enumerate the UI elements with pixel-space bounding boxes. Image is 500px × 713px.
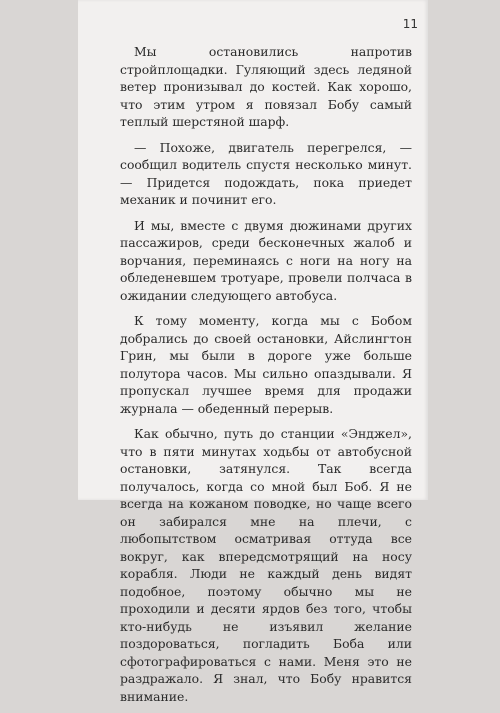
page-number: 11	[402, 17, 418, 31]
paragraph-1: Мы остановились напротив стройплощадки. Гуляющий здесь ледяной ветер пронизывал до костей. Как хорошо, что этим утром я повязал Бобу самый теплый шерстяной шарф.	[120, 44, 412, 129]
book-page	[78, 0, 428, 704]
body-text	[120, 43, 412, 713]
paragraph-2: — Похоже, двигатель перегрелся, — сообщил водитель спустя несколько минут. — Придется подождать, пока приедет механик и починит его.	[120, 139, 412, 207]
paragraph-5: Как обычно, путь до станции «Энджел», что в пяти минутах ходьбы от автобусной остановки, затянулся. Так всегда получалось, когда со мной был Боб. Я не всегда на кожаном поводке, но чаще всего он забирался мне на плечи, с любопытством осматривая оттуда все вокруг, как впередсмотрящий на носу корабля. Люди не каждый день видят подобное, поэтому обычно мы не проходили и десяти ярдов без того, чтобы кто-нибудь не изъявил желание поздороваться, погладить Боба или сфотографироваться с нами. Меня это не раздражало. Я знал, что Бобу нравится внимание.	[120, 426, 412, 704]
paragraph-3: И мы, вместе с двумя дюжинами других пассажиров, среди бесконечных жалоб и ворчания, переминаясь с ноги на ногу на обледеневшем тротуаре, провели полчаса в ожидании следующего автобуса.	[120, 217, 412, 303]
paragraph-4: К тому моменту, когда мы с Бобом добрались до своей остановки, Айслингтон Грин, мы были в дороге уже больше полутора часов. Мы сильно опаздывали. Я пропускал лучшее время для продажи журнала — обеденный перерыв.	[120, 313, 412, 416]
